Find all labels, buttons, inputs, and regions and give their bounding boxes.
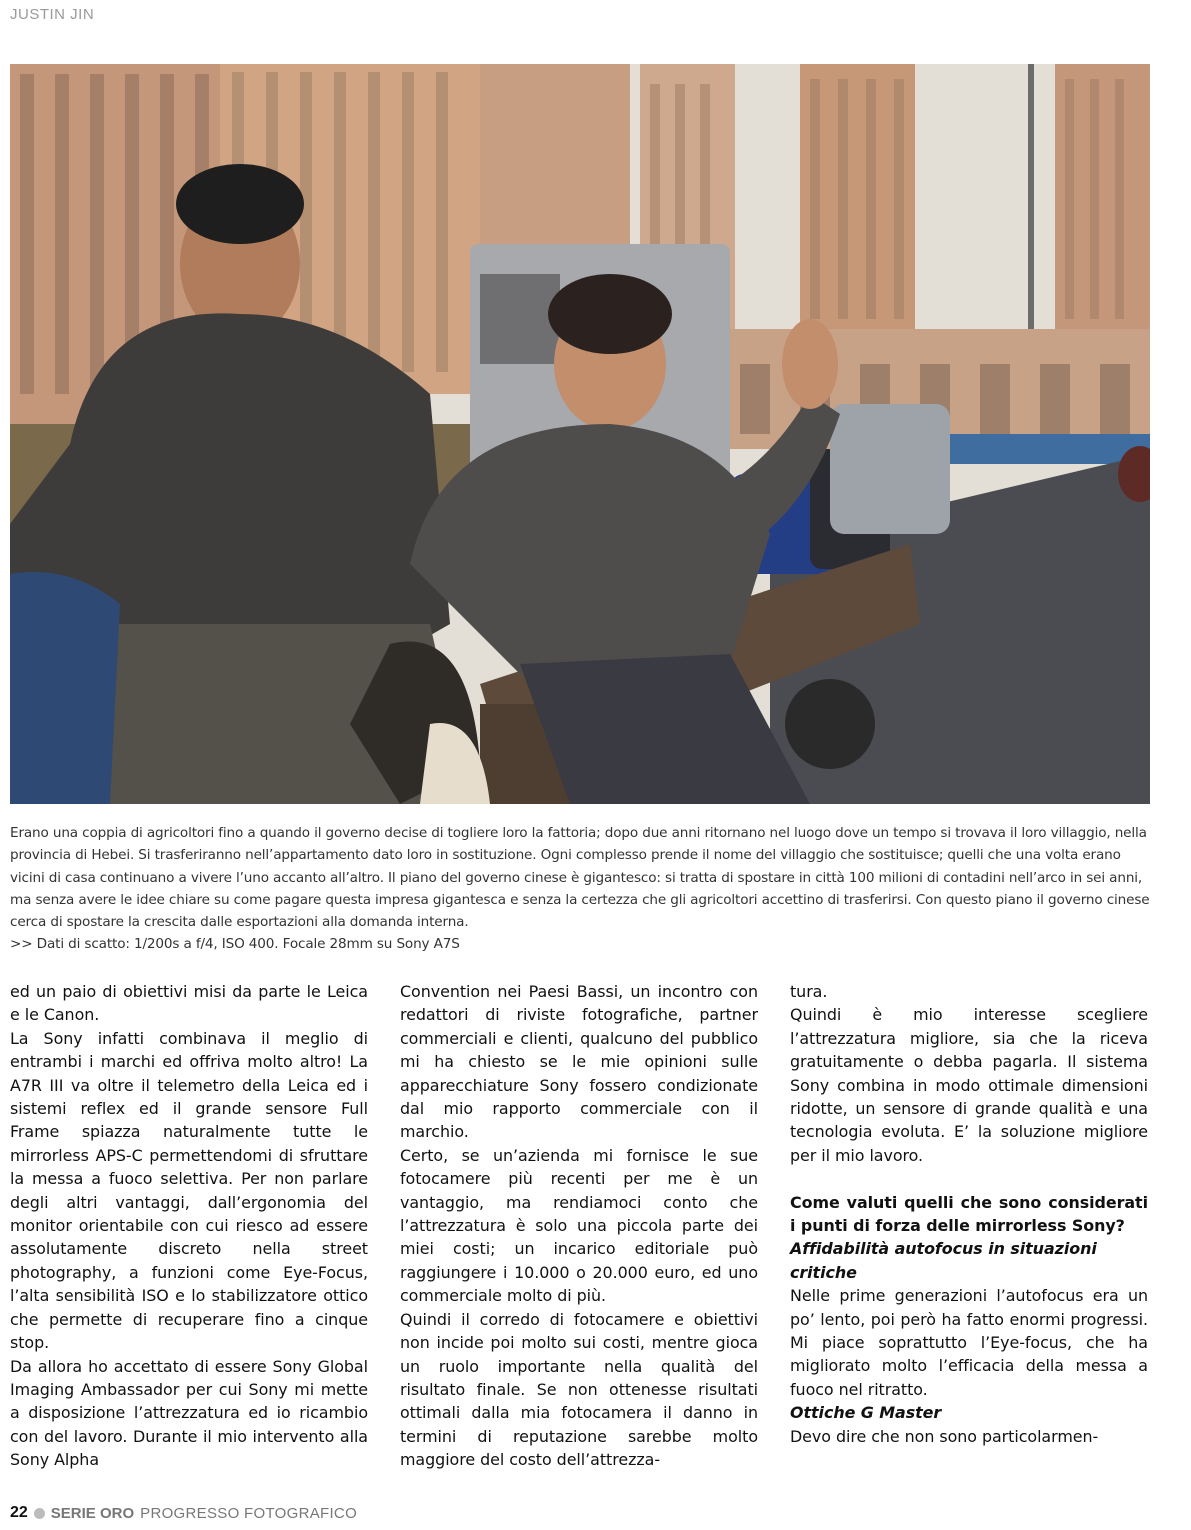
subheading-g-master: Ottiche G Master bbox=[790, 1403, 942, 1423]
article-column-3 bbox=[790, 980, 1148, 1448]
column1-paragraph-3: Da allora ho accettato di essere Sony Global Imaging Ambassador per cui Sony mi mette a disposizione l’attrezzatura ed io ricambio con del lavoro. Durante il mio intervento alla Sony Alpha bbox=[10, 1356, 368, 1470]
column3-paragraph-1: tura. bbox=[790, 982, 828, 1001]
article-photo bbox=[10, 64, 1150, 804]
caption-text: Erano una coppia di agricoltori fino a quando il governo decise di togliere loro la fattoria; dopo due anni ritornano nel luogo dove un tempo si trovava il loro villaggio, nella provincia di Hebei. Si trasferiranno nell’appartamento dato loro in sostituzione. Ogni complesso prende il nome del villaggio che sostituisce; quelli che una volta erano vicini di casa continuano a vivere l’uno accanto all’altro. Il piano del governo cinese è gigantesco: si tratta di spostare in città 100 milioni di contadini nell’arco in sei anni, ma senza avere le idee chiare su come pagare questa impresa gigantesca e senza la certezza che gli agricoltori accettino di trasferirsi. Con questo piano il governo cinese cerca di spostare la crescita dalle esportazioni alla domanda interna. bbox=[10, 825, 1150, 931]
author-credit: JUSTIN JIN bbox=[10, 6, 95, 23]
page-number: 22 bbox=[10, 1504, 28, 1521]
column3-paragraph-3: Nelle prime generazioni l’autofocus era un po’ lento, poi però ha fatto enormi progressi. Mi piace soprattutto l’Eye-focus, che ha migliorato molto l’efficacia della messa a fuoco nel ritratto. bbox=[790, 1286, 1148, 1399]
column2-paragraph-1: Convention nei Paesi Bassi, un incontro con redattori di riviste fotografiche, partner commerciali e clienti, qualcuno del pubblico mi ha chiesto se le mie opinioni sulle apparecchiature Sony fossero condizionate dal mio rapporto commerciale con il marchio. bbox=[400, 982, 758, 1142]
caption-exif: >> Dati di scatto: 1/200s a f/4, ISO 400. Focale 28mm su Sony A7S bbox=[10, 936, 460, 953]
column3-paragraph-2: Quindi è mio interesse scegliere l’attrezzatura migliore, sia che la riceva gratuitamente o debba pagarla. Il sistema Sony combina in modo ottimale dimensioni ridotte, un sensore di grande qualità e una tecnologia evoluta. E’ la soluzione migliore per il mio lavoro. bbox=[790, 1005, 1148, 1165]
page-footer bbox=[10, 1504, 357, 1522]
column3-paragraph-4: Devo dire che non sono particolarmen- bbox=[790, 1426, 1099, 1446]
article-column-1 bbox=[10, 980, 368, 1472]
footer-magazine: PROGRESSO FOTOGRAFICO bbox=[140, 1504, 358, 1522]
column1-paragraph-2: La Sony infatti combinava il meglio di entrambi i marchi ed offriva molto altro! La A7R III va oltre il telemetro della Leica ed i sistemi reflex ed il grande sensore Full Frame spiazza naturalmente tutte le mirrorless APS-C permettendomi di sfruttare la messa a fuoco selettiva. Per non parlare degli altri vantaggi, dall’ergonomia del monitor orientabile con cui riesco ad essere assolutamente discreto nella street photography, a funzioni come Eye-Focus, l’alta sensibilità ISO e lo stabilizzatore ottico che permette di recuperare fino a cinque stop. bbox=[10, 1028, 368, 1353]
subheading-autofocus: Affidabilità autofocus in situazioni critiche bbox=[790, 1239, 1097, 1282]
photo-caption bbox=[10, 822, 1155, 956]
column2-paragraph-3: Quindi il corredo di fotocamere e obiettivi non incide poi molto sui costi, mentre gioca un ruolo importante nella qualità del risultato finale. Se non ottenesse risultati ottimali dalla mia fotocamera il danno in termini di reputazione sarebbe molto maggiore del costo dell’attrezza- bbox=[400, 1309, 758, 1470]
column2-paragraph-2: Certo, se un’azienda mi fornisce le sue fotocamere più recenti per me è un vantaggio, ma rendiamoci conto che l’attrezzatura è solo una piccola parte dei miei costi; un incarico editoriale può raggiungere i 10.000 o 20.000 euro, ed uno commerciale molto di più. bbox=[400, 1145, 758, 1306]
column1-paragraph-1: ed un paio di obiettivi misi da parte le Leica e le Canon. bbox=[10, 982, 368, 1025]
interview-question: Come valuti quelli che sono considerati i punti di forza delle mirrorless Sony? bbox=[790, 1192, 1148, 1236]
bullet-dot-icon bbox=[34, 1508, 45, 1519]
article-column-2 bbox=[400, 980, 758, 1472]
photo-illustration bbox=[10, 64, 1150, 804]
footer-series: SERIE ORO bbox=[50, 1504, 135, 1522]
